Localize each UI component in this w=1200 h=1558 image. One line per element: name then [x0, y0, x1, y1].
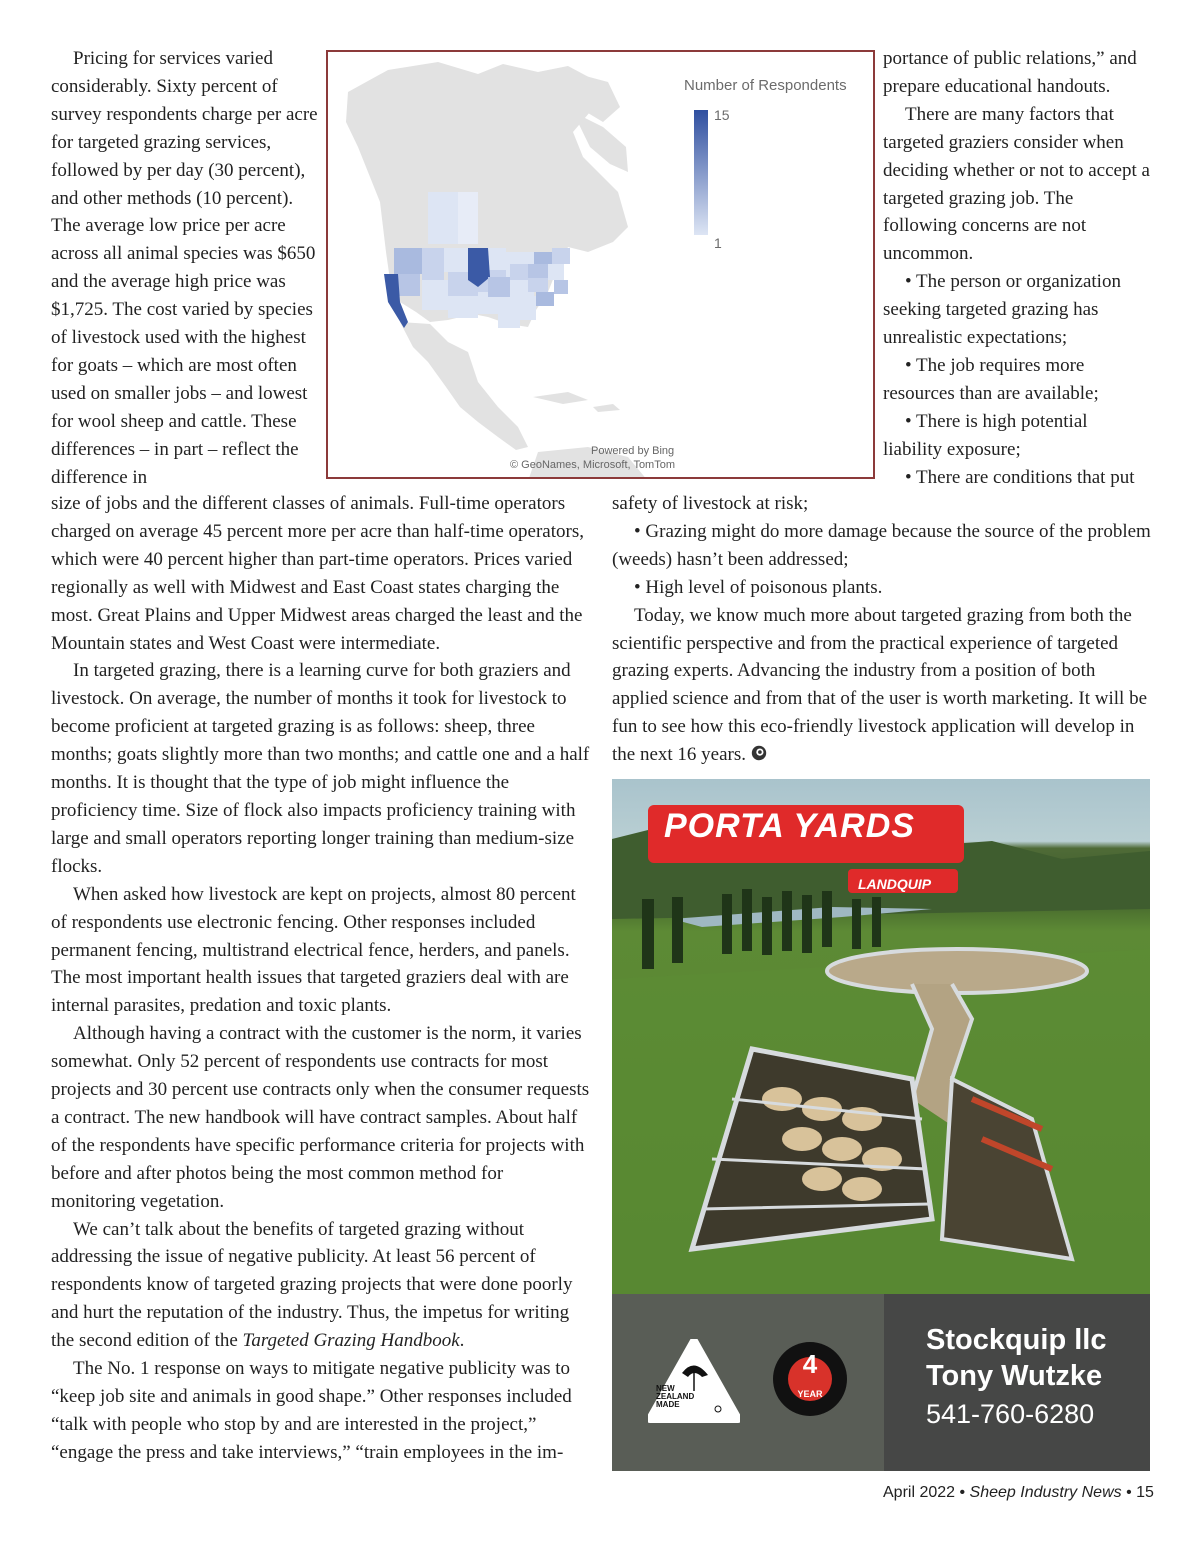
separator: •: [955, 1484, 970, 1501]
brand-logo-text: PORTA YARDS: [664, 807, 915, 845]
article-right-wide: [612, 490, 1152, 769]
north-america-map-graphic: [328, 52, 875, 479]
issue-date: April 2022: [883, 1484, 956, 1501]
legend-max-label: 15: [714, 107, 730, 123]
paragraph: size of jobs and the different classes of animals. Full-time operators charged on average 45 percent more per acre than half-time operators, which were 40 percent higher than part-time operators. Prices varied regionally as well with Midwest and East Coast states charging the most. Great Plains and Upper Midwest areas charged the least and the Mountain states and West Coast were intermediate.: [51, 493, 584, 654]
text-run: Today, we know much more about targeted grazing from both the scientific perspective and from the practical experience of targeted grazing experts. Advancing the industry from a position of both applied science and from that of the user is worth marketing. It will be fun to see how this eco-friendly livestock application will develop in the next 16 years.: [612, 604, 1148, 766]
text-run: .: [459, 1330, 465, 1352]
article-col3: [883, 45, 1151, 492]
bullet-item: • There are conditions that put: [905, 466, 1135, 488]
new-zealand-made-badge-icon: [648, 1339, 740, 1423]
page-footer: [883, 1479, 1154, 1507]
separator: •: [1121, 1484, 1137, 1501]
paragraph: [612, 602, 1152, 769]
dealer-phone[interactable]: 541-760-6280: [926, 1399, 1095, 1429]
paragraph: In targeted grazing, there is a learning curve for both graziers and livestock. On average, the number of months it took for livestock to become proficient at targeted grazing is as follows: sheep, three months; goats slightly more than two months; and cattle one and a half months. It is thought that the type of job might influence the proficiency time. Size of flock also impacts proficiency training with large and small operators reporting longer training than medium-size flocks.: [51, 660, 590, 877]
bullet-item: • The person or organization seeking targeted grazing has unrealistic expectations;: [883, 271, 1121, 349]
paragraph: There are many factors that targeted graziers consider when deciding whether or not to accept a targeted grazing job. The following concerns are not uncommon.: [883, 103, 1150, 265]
warranty-number: 4: [802, 1349, 818, 1379]
bullet-item: • There is high potential liability exposure;: [883, 410, 1088, 460]
map-attribution-powered: Powered by Bing: [591, 445, 675, 457]
bullet-item: • The job requires more resources than are available;: [883, 354, 1099, 404]
publication-name: Sheep Industry News: [969, 1484, 1122, 1501]
legend-color-scale: [694, 110, 708, 235]
paragraph: The No. 1 response on ways to mitigate negative publicity was to “keep job site and animals in good shape.” Other responses included “talk with people who stop by and are interested in the project,” “engage the press and take interviews,” “train employees in the im-: [51, 1358, 572, 1463]
warranty-year-label: YEAR: [797, 1389, 823, 1399]
bullet-item: • Grazing might do more damage because the source of the problem (weeds) hasn’t been addressed;: [612, 520, 1151, 570]
legend-min-label: 1: [714, 235, 722, 251]
bullet-item: • High level of poisonous plants.: [634, 576, 883, 598]
paragraph: When asked how livestock are kept on projects, almost 80 percent of respondents use electronic fencing. Other responses included permanent fencing, multistrand electrical fence, herders, and panels. The most important health issues that targeted graziers deal with are internal parasites, predation and toxic plants.: [51, 883, 576, 1017]
dealer-contact-name: Tony Wutzke: [926, 1360, 1103, 1392]
paragraph: Although having a contract with the customer is the norm, it varies somewhat. Only 52 percent of respondents use contracts for most projects and 30 percent use contracts only when the consumer requests a contract. The new handbook will have contract samples. About half of the respondents have specific performance criteria for projects with before and after photos being the most common method for monitoring vegetation.: [51, 1023, 590, 1212]
paragraph: [51, 1216, 591, 1356]
respondents-map: [326, 50, 875, 479]
page-number: 15: [1136, 1484, 1154, 1501]
article-col1-top: [51, 45, 319, 492]
nz-made-label: NEW ZEALAND MADE: [656, 1384, 695, 1409]
map-attribution-credits: © GeoNames, Microsoft, TomTom: [510, 459, 675, 471]
paragraph: safety of livestock at risk;: [612, 493, 809, 514]
legend-title: Number of Respondents: [684, 77, 847, 94]
paragraph: portance of public relations,” and prepare educational handouts.: [883, 48, 1137, 97]
dealer-company: Stockquip llc: [926, 1324, 1107, 1356]
paragraph: Pricing for services varied considerably. Sixty percent of survey respondents charge per acre for targeted grazing services, followed by per day (30 percent), and other methods (10 percent). The average low price per acre across all animal species was $650 and the average high price was $1,725. The cost varied by species of livestock used with the highest for goats – which are most often used on smaller jobs – and lowest for wool sheep and cattle. These differences – in part – reflect the difference in: [51, 48, 318, 488]
portayards-ad[interactable]: [612, 779, 1150, 1471]
article-left-wide: [51, 490, 591, 1467]
book-title: Targeted Grazing Handbook: [242, 1330, 460, 1352]
text-run: We can’t talk about the benefits of targeted grazing without addressing the issue of negative publicity. At least 56 percent of respondents know of targeted grazing projects that were done poorly and hurt the reputation of the industry. Thus, the impetus for writing the second edition of the: [51, 1218, 573, 1352]
end-mark-icon: [750, 744, 768, 762]
sub-brand-text: LANDQUIP: [858, 876, 932, 892]
